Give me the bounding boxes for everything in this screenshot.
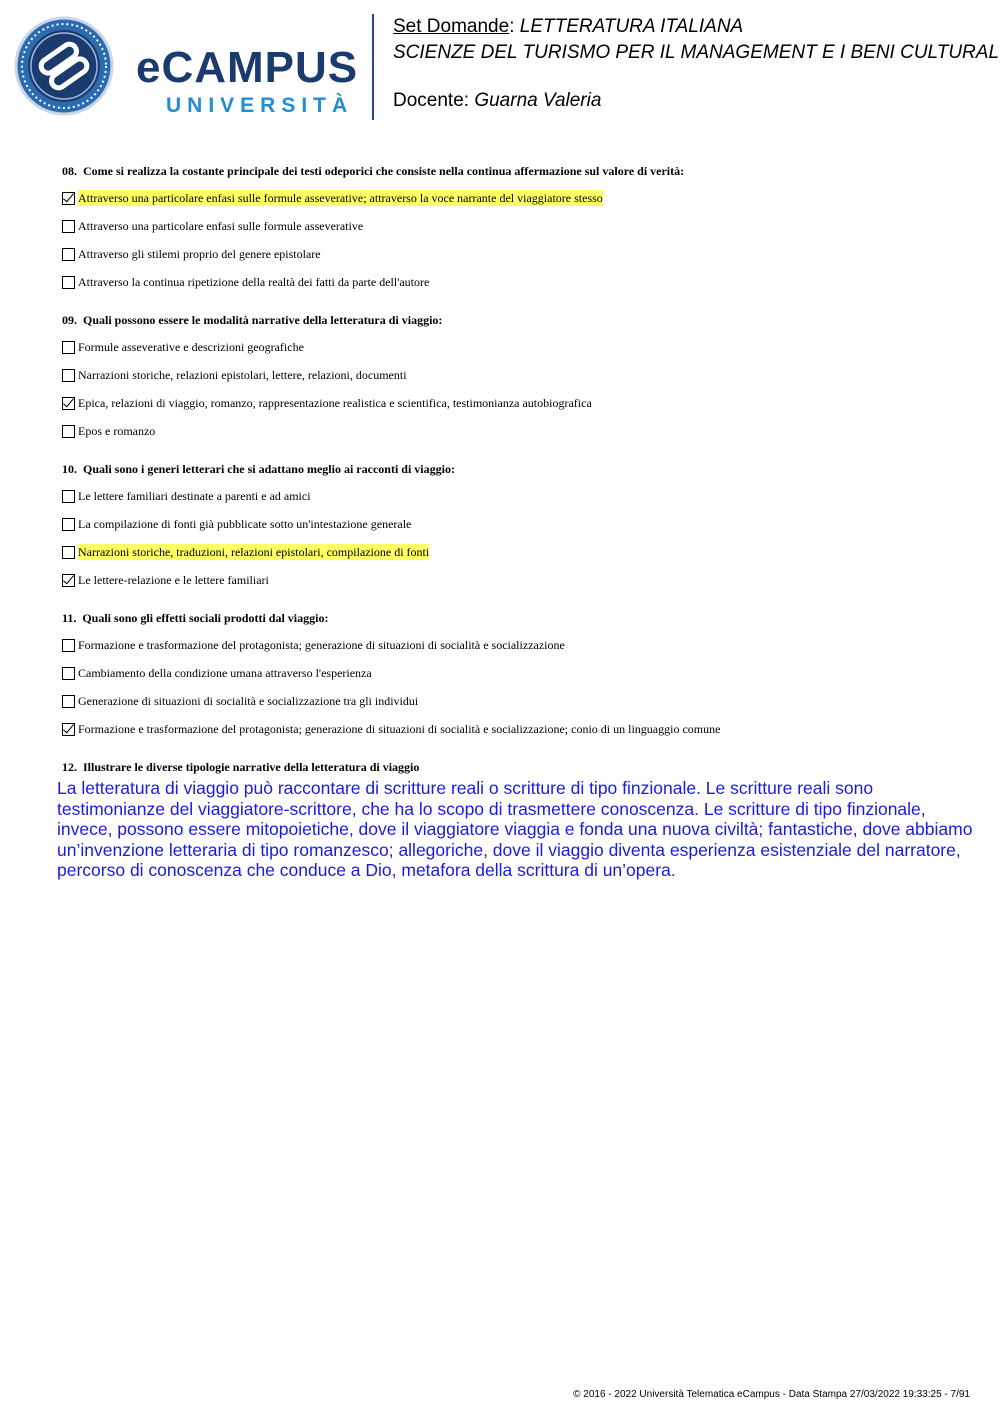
- checkbox-icon[interactable]: [62, 276, 75, 289]
- question-title: [62, 609, 982, 627]
- page-footer: © 2016 - 2022 Università Telematica eCampus - Data Stampa 27/03/2022 19:33:25 - 7/91: [573, 1389, 970, 1400]
- answer-option[interactable]: [62, 393, 982, 413]
- option-text: Attraverso una particolare enfasi sulle formule asseverative: [78, 219, 364, 233]
- answer-option[interactable]: [62, 216, 982, 236]
- option-text: Epos e romanzo: [78, 424, 156, 438]
- option-text: Epica, relazioni di viaggio, romanzo, rappresentazione realistica e scientifica, testimonianza autobiografica: [78, 396, 592, 410]
- question-title: [62, 758, 982, 776]
- checkbox-icon[interactable]: [62, 639, 75, 652]
- option-text: Cambiamento della condizione umana attraverso l'esperienza: [78, 666, 372, 680]
- option-text: Narrazioni storiche, traduzioni, relazioni epistolari, compilazione di fonti: [78, 545, 430, 559]
- course-name: SCIENZE DEL TURISMO PER IL MANAGEMENT E I BENI CULTURAL: [393, 42, 1000, 63]
- option-text: Le lettere-relazione e le lettere familiari: [78, 573, 269, 587]
- checkbox-icon[interactable]: [62, 341, 75, 354]
- answer-option[interactable]: [62, 719, 982, 739]
- question-10: [62, 460, 982, 590]
- option-text: La compilazione di fonti già pubblicate sotto un'intestazione generale: [78, 517, 412, 531]
- question-text: Quali possono essere le modalità narrative della letteratura di viaggio:: [83, 313, 443, 327]
- question-text: Quali sono i generi letterari che si adattano meglio ai racconti di viaggio:: [83, 462, 455, 476]
- logo-wordmark: [136, 43, 359, 118]
- answer-option[interactable]: [62, 421, 982, 441]
- checkbox-icon[interactable]: [62, 220, 75, 233]
- question-12: [57, 758, 982, 881]
- written-answer: La letteratura di viaggio può raccontare di scritture reali o scritture di tipo finzionale. Le scritture reali sono testimonianze del viaggiatore-scrittore, che ha lo scopo di trasmettere conoscenza. Le scritture di tipo finzionale, invece, possono essere mitopoietiche, dove il viaggiatore viaggia e fonda una nuova civiltà; fantastiche, dove abbiamo un’invenzione letteraria di tipo romanzesco; allegoriche, dove il viaggio diventa esperienza esistenziale del narratore, percorso di conoscenza che conduce a Dio, metafora della scrittura di un’opera.: [57, 778, 973, 880]
- answer-option[interactable]: [62, 188, 982, 208]
- docente-label: Docente:: [393, 90, 475, 111]
- docente-line: [393, 88, 999, 114]
- answer-option[interactable]: [62, 663, 982, 683]
- answer-option[interactable]: [62, 514, 982, 534]
- option-text: Attraverso gli stilemi proprio del genere epistolare: [78, 247, 321, 261]
- option-text: Narrazioni storiche, relazioni epistolari, lettere, relazioni, documenti: [78, 368, 407, 382]
- answer-option[interactable]: [62, 486, 982, 506]
- answer-option[interactable]: [62, 635, 982, 655]
- checkbox-icon[interactable]: [62, 695, 75, 708]
- checked-checkbox-icon[interactable]: [62, 723, 75, 736]
- answer-option[interactable]: [62, 272, 982, 292]
- brand-subtitle: UNIVERSITÀ: [166, 94, 354, 117]
- answer-option[interactable]: [62, 691, 982, 711]
- checked-checkbox-icon[interactable]: [62, 397, 75, 410]
- question-title: [62, 460, 982, 478]
- question-number: 09.: [62, 313, 77, 327]
- question-08: [62, 162, 982, 292]
- checkbox-icon[interactable]: [62, 369, 75, 382]
- question-text: Quali sono gli effetti sociali prodotti dal viaggio:: [82, 611, 329, 625]
- question-text: Illustrare le diverse tipologie narrative della letteratura di viaggio: [83, 760, 420, 774]
- answer-option[interactable]: [62, 244, 982, 264]
- answer-option[interactable]: [62, 570, 982, 590]
- option-text: Formule asseverative e descrizioni geografiche: [78, 340, 304, 354]
- question-09: [62, 311, 982, 441]
- question-number: 12.: [62, 760, 77, 774]
- option-text: Attraverso una particolare enfasi sulle formule asseverative; attraverso la voce narrante del viaggiatore stesso: [78, 191, 603, 205]
- header-info: [393, 14, 999, 114]
- checkbox-icon[interactable]: [62, 518, 75, 531]
- docente-name: Guarna Valeria: [474, 90, 602, 111]
- option-text: Le lettere familiari destinate a parenti e ad amici: [78, 489, 311, 503]
- answer-option[interactable]: [62, 337, 982, 357]
- answer-option[interactable]: [62, 365, 982, 385]
- checkbox-icon[interactable]: [62, 248, 75, 261]
- question-number: 08.: [62, 164, 77, 178]
- subject-line: Set Domande: LETTERATURA ITALIANA: [393, 16, 744, 37]
- checkbox-icon[interactable]: [62, 425, 75, 438]
- header-divider: [372, 14, 374, 120]
- ecampus-emblem-icon: [14, 16, 114, 116]
- question-title: [62, 311, 982, 329]
- option-text: Generazione di situazioni di socialità e socializzazione tra gli individui: [78, 694, 419, 708]
- question-title: [62, 162, 982, 180]
- question-list: [57, 162, 982, 881]
- option-text: Attraverso la continua ripetizione della realtà dei fatti da parte dell'autore: [78, 275, 430, 289]
- question-text: Come si realizza la costante principale dei testi odeporici che consiste nella continua affermazione sul valore di verità:: [83, 164, 685, 178]
- checked-checkbox-icon[interactable]: [62, 574, 75, 587]
- option-text: Formazione e trasformazione del protagonista; generazione di situazioni di socialità e socializzazione: [78, 638, 565, 652]
- brand-name: eCAMPUS: [136, 43, 359, 92]
- question-number: 10.: [62, 462, 77, 476]
- option-text: Formazione e trasformazione del protagonista; generazione di situazioni di socialità e socializzazione; conio di un linguaggio comune: [78, 722, 721, 736]
- ecampus-logo: [14, 16, 359, 116]
- subject: LETTERATURA ITALIANA: [519, 16, 744, 37]
- checkbox-icon[interactable]: [62, 667, 75, 680]
- question-number: 11.: [62, 611, 77, 625]
- checkbox-icon[interactable]: [62, 490, 75, 503]
- checked-checkbox-icon[interactable]: [62, 192, 75, 205]
- checkbox-icon[interactable]: [62, 546, 75, 559]
- set-label: Set Domande: [393, 16, 510, 37]
- answer-option[interactable]: [62, 542, 982, 562]
- question-11: [62, 609, 982, 739]
